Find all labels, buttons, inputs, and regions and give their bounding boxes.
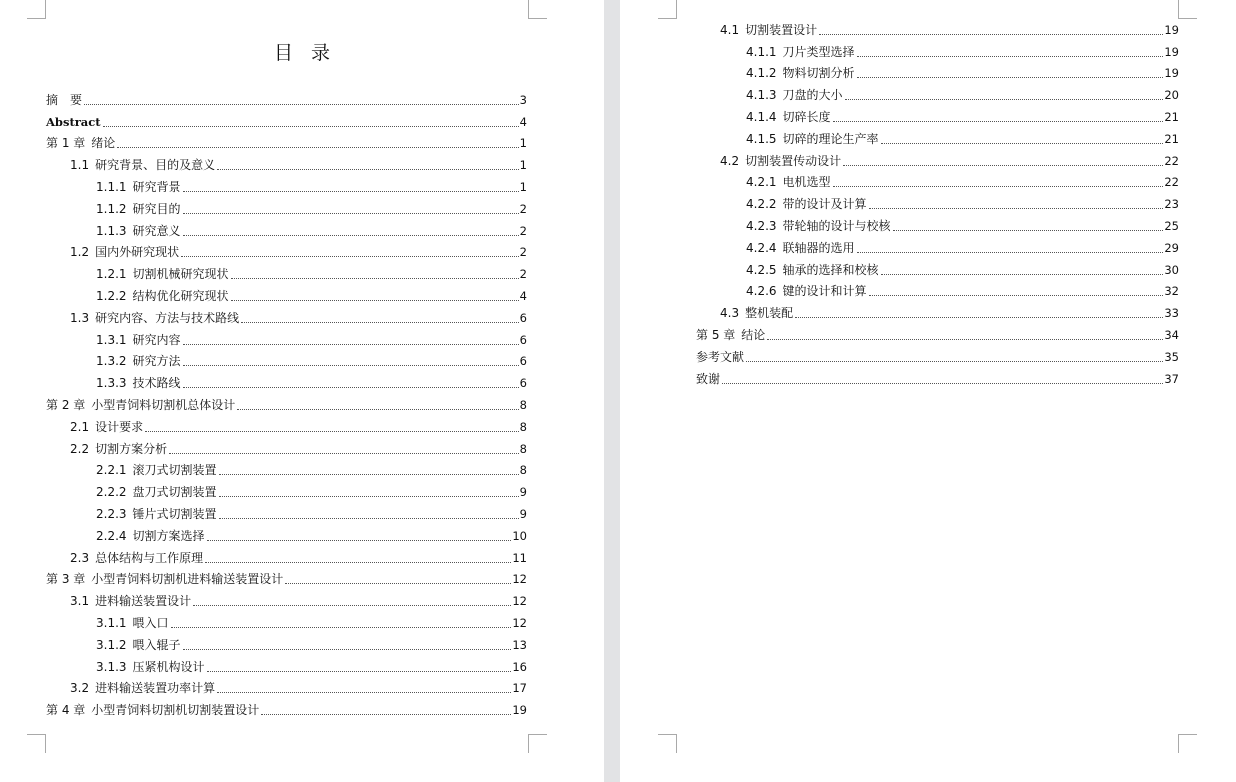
toc-leader-dots xyxy=(231,277,519,279)
toc-leader-dots xyxy=(261,713,511,715)
toc-entry-page-number: 3 xyxy=(519,92,527,107)
toc-leader-dots xyxy=(241,321,519,323)
toc-leader-dots xyxy=(207,670,512,672)
toc-entry-title xyxy=(96,180,181,195)
toc-entry-number: 第 5 章 xyxy=(696,327,736,342)
toc-entry-title xyxy=(746,88,843,103)
toc-leader-dots xyxy=(169,452,519,454)
toc-entry[interactable] xyxy=(46,566,527,588)
toc-entry-title xyxy=(70,158,215,173)
toc-entry-page-number: 10 xyxy=(512,528,527,543)
toc-leader-dots xyxy=(219,495,519,497)
toc-entry-number: 4.1.4 xyxy=(746,109,777,124)
toc-entry-label: 技术路线 xyxy=(132,376,181,391)
toc-entry-label: 联轴器的选用 xyxy=(782,240,855,255)
toc-entry-number: 摘 要 xyxy=(46,92,83,107)
toc-entry-page-number: 9 xyxy=(519,506,527,521)
toc-entry[interactable] xyxy=(46,304,527,326)
toc-entry-label: 进料输送装置功率计算 xyxy=(95,681,216,696)
toc-entry-title xyxy=(696,372,720,387)
toc-leader-dots xyxy=(217,691,511,693)
toc-entry-label: 设计要求 xyxy=(95,419,144,434)
toc-entry-number: 4.1.2 xyxy=(746,66,777,81)
crop-mark xyxy=(658,0,677,19)
toc-entry[interactable] xyxy=(696,343,1179,365)
toc-entry-page-number: 11 xyxy=(512,550,527,565)
toc-entry-label: 研究背景 xyxy=(132,179,181,194)
crop-mark xyxy=(528,734,547,753)
toc-entry[interactable] xyxy=(46,151,527,173)
toc-entry-page-number: 12 xyxy=(512,594,527,609)
toc-entry-number: 4.2.5 xyxy=(746,262,777,277)
toc-entry-number: 2.2 xyxy=(70,441,90,456)
toc-entry-page-number: 33 xyxy=(1164,306,1179,321)
toc-entry-page-number: 8 xyxy=(519,463,527,478)
toc-leader-dots xyxy=(103,125,519,127)
toc-entry-label: 研究意义 xyxy=(132,223,181,238)
toc-entry[interactable] xyxy=(46,435,527,457)
toc-leader-dots xyxy=(893,229,1164,231)
toc-entry-title xyxy=(746,66,855,81)
toc-entry-title xyxy=(70,311,239,326)
toc-leader-dots xyxy=(237,408,518,410)
toc-entry-page-number: 8 xyxy=(519,397,527,412)
toc-entry-page-number: 6 xyxy=(519,376,527,391)
toc-entry-title xyxy=(696,350,744,365)
toc-entry-page-number: 30 xyxy=(1164,262,1179,277)
toc-entry-title xyxy=(96,485,217,500)
toc-entry-label: 喂入辊子 xyxy=(132,637,181,652)
toc-entry[interactable] xyxy=(696,125,1179,147)
toc-entry-number: 1.3 xyxy=(70,310,90,325)
toc-entry-label: 切割装置传动设计 xyxy=(745,153,842,168)
toc-entry[interactable] xyxy=(46,260,527,282)
toc-entry-page-number: 8 xyxy=(519,441,527,456)
toc-list-right xyxy=(696,16,1179,387)
toc-entry-title xyxy=(70,245,179,260)
toc-entry[interactable] xyxy=(696,38,1179,60)
toc-entry-page-number: 4 xyxy=(519,288,527,303)
toc-entry-number: 3.2 xyxy=(70,681,90,696)
toc-entry-number: 1.1.3 xyxy=(96,223,127,238)
toc-entry-page-number: 19 xyxy=(1164,66,1179,81)
toc-entry-number: 1.3.2 xyxy=(96,354,127,369)
toc-entry-title xyxy=(96,267,229,282)
toc-entry-number: 4.3 xyxy=(720,306,740,321)
toc-leader-dots xyxy=(181,255,519,257)
toc-entry[interactable] xyxy=(46,130,527,152)
toc-leader-dots xyxy=(183,190,519,192)
toc-entry-title xyxy=(96,616,169,631)
toc-entry-page-number: 2 xyxy=(519,201,527,216)
toc-entry-number: 第 2 章 xyxy=(46,397,86,412)
toc-entry[interactable] xyxy=(46,369,527,391)
toc-title-char: 录 xyxy=(311,42,331,64)
toc-leader-dots xyxy=(171,626,512,628)
toc-entry[interactable] xyxy=(696,81,1179,103)
toc-entry-label: 切割方案选择 xyxy=(132,528,205,543)
toc-entry-number: 2.2.1 xyxy=(96,463,127,478)
toc-entry[interactable] xyxy=(696,147,1179,169)
toc-entry-title xyxy=(746,110,831,125)
toc-entry[interactable] xyxy=(46,391,527,413)
toc-entry-number: 4.1.1 xyxy=(746,44,777,59)
toc-entry-label: 研究目的 xyxy=(132,201,181,216)
toc-leader-dots xyxy=(183,386,519,388)
toc-entry-page-number: 35 xyxy=(1164,349,1179,364)
crop-mark xyxy=(1178,734,1197,753)
toc-leader-dots xyxy=(193,604,511,606)
toc-entry-label: 结构优化研究现状 xyxy=(132,288,229,303)
toc-entry-number: 3.1.2 xyxy=(96,637,127,652)
toc-entry-label: 研究方法 xyxy=(132,354,181,369)
toc-entry-title xyxy=(720,154,841,169)
crop-mark xyxy=(1178,0,1197,19)
toc-entry[interactable] xyxy=(46,609,527,631)
toc-entry-label: 切碎长度 xyxy=(782,109,831,124)
toc-entry-title xyxy=(46,703,259,718)
toc-entry[interactable] xyxy=(46,86,527,108)
toc-entry-label: 小型青饲料切割机切割装置设计 xyxy=(91,703,260,718)
toc-entry[interactable] xyxy=(46,587,527,609)
toc-entry-number: 2.1 xyxy=(70,419,90,434)
toc-entry[interactable] xyxy=(696,60,1179,82)
toc-entry-label: 切割机械研究现状 xyxy=(132,267,229,282)
toc-entry-number: 参考文献 xyxy=(696,349,745,364)
toc-entry-number: 4.2 xyxy=(720,153,740,168)
toc-entry-page-number: 21 xyxy=(1164,131,1179,146)
toc-entry[interactable] xyxy=(46,675,527,697)
toc-entry-title xyxy=(746,219,891,234)
toc-entry-label: 电机选型 xyxy=(782,175,831,190)
toc-entry-title xyxy=(70,551,203,566)
toc-entry-label: 研究背景、目的及意义 xyxy=(95,158,216,173)
toc-entry-label: 绪论 xyxy=(91,136,116,151)
toc-entry-page-number: 16 xyxy=(512,659,527,674)
toc-entry-number: 第 4 章 xyxy=(46,703,86,718)
toc-entry-page-number: 12 xyxy=(512,572,527,587)
toc-entry-label: 进料输送装置设计 xyxy=(95,594,192,609)
toc-entry-label: 小型青饲料切割机总体设计 xyxy=(91,397,236,412)
toc-entry[interactable] xyxy=(696,103,1179,125)
toc-entry-label: 研究内容、方法与技术路线 xyxy=(95,310,240,325)
toc-entry-number: 2.2.3 xyxy=(96,506,127,521)
toc-leader-dots xyxy=(845,98,1164,100)
toc-leader-dots xyxy=(183,234,519,236)
toc-entry-title xyxy=(96,376,181,391)
toc-leader-dots xyxy=(183,364,519,366)
toc-list-left xyxy=(46,86,527,718)
toc-entry[interactable] xyxy=(46,457,527,479)
toc-entry[interactable] xyxy=(46,544,527,566)
toc-leader-dots xyxy=(857,55,1164,57)
toc-entry[interactable] xyxy=(696,169,1179,191)
toc-entry-number: 4.2.4 xyxy=(746,240,777,255)
toc-leader-dots xyxy=(84,103,519,105)
toc-entry-title xyxy=(746,45,855,60)
toc-entry[interactable] xyxy=(696,212,1179,234)
toc-entry-page-number: 12 xyxy=(512,615,527,630)
document-page-left xyxy=(0,0,604,782)
toc-entry-label: 整机装配 xyxy=(745,306,794,321)
toc-entry[interactable] xyxy=(46,653,527,675)
toc-entry-number: 1.1.1 xyxy=(96,179,127,194)
toc-entry-title xyxy=(746,284,867,299)
toc-entry[interactable] xyxy=(46,478,527,500)
toc-entry-page-number: 19 xyxy=(512,703,527,718)
toc-entry-title xyxy=(70,594,191,609)
toc-entry-label: 结论 xyxy=(741,327,766,342)
page-gap xyxy=(604,0,620,782)
toc-entry-number: 3.1 xyxy=(70,594,90,609)
toc-entry-label: 研究内容 xyxy=(132,332,181,347)
toc-entry-number: 1.2 xyxy=(70,245,90,260)
toc-entry-title xyxy=(46,136,115,151)
toc-entry-page-number: 2 xyxy=(519,267,527,282)
toc-entry-number: 第 3 章 xyxy=(46,572,86,587)
toc-entry-page-number: 9 xyxy=(519,485,527,500)
toc-entry-number: 2.2.2 xyxy=(96,485,127,500)
toc-entry-label: 滚刀式切割装置 xyxy=(132,463,217,478)
toc-leader-dots xyxy=(869,207,1164,209)
toc-entry-number: 4.1 xyxy=(720,22,740,37)
toc-entry-page-number: 2 xyxy=(519,245,527,260)
toc-entry-page-number: 1 xyxy=(519,136,527,151)
toc-entry[interactable] xyxy=(46,108,527,130)
toc-entry-title xyxy=(96,463,217,478)
toc-entry-title xyxy=(46,93,82,108)
toc-entry-label: 带轮轴的设计与校核 xyxy=(782,218,891,233)
toc-leader-dots xyxy=(795,316,1163,318)
toc-entry-number: 4.2.2 xyxy=(746,197,777,212)
toc-leader-dots xyxy=(183,648,512,650)
toc-entry-page-number: 22 xyxy=(1164,175,1179,190)
toc-entry[interactable] xyxy=(46,500,527,522)
toc-entry-title xyxy=(746,263,879,278)
toc-entry-label: 切碎的理论生产率 xyxy=(782,131,879,146)
document-page-right xyxy=(620,0,1236,782)
toc-leader-dots xyxy=(869,294,1164,296)
toc-entry[interactable] xyxy=(46,217,527,239)
toc-entry-label: 锤片式切割装置 xyxy=(132,506,217,521)
toc-entry-number: 4.2.1 xyxy=(746,175,777,190)
toc-entry-number: 2.3 xyxy=(70,550,90,565)
toc-entry-label: 切割装置设计 xyxy=(745,22,818,37)
toc-entry-page-number: 19 xyxy=(1164,44,1179,59)
toc-entry-label: 喂入口 xyxy=(132,615,169,630)
toc-leader-dots xyxy=(219,473,519,475)
crop-mark xyxy=(27,734,46,753)
toc-entry[interactable] xyxy=(46,173,527,195)
toc-entry[interactable] xyxy=(696,299,1179,321)
toc-entry[interactable] xyxy=(696,234,1179,256)
toc-entry-label: 总体结构与工作原理 xyxy=(95,550,204,565)
toc-entry[interactable] xyxy=(46,282,527,304)
toc-entry-page-number: 32 xyxy=(1164,284,1179,299)
toc-entry-number: 1.2.2 xyxy=(96,288,127,303)
toc-leader-dots xyxy=(881,142,1164,144)
toc-entry-label: 小型青饲料切割机进料输送装置设计 xyxy=(91,572,284,587)
toc-entry-number: Abstract xyxy=(46,114,101,129)
toc-entry-page-number: 20 xyxy=(1164,88,1179,103)
toc-leader-dots xyxy=(231,299,519,301)
toc-entry-title xyxy=(96,224,181,239)
toc-entry-number: 2.2.4 xyxy=(96,528,127,543)
toc-entry[interactable] xyxy=(696,321,1179,343)
toc-leader-dots xyxy=(145,430,519,432)
toc-entry[interactable] xyxy=(46,696,527,718)
toc-leader-dots xyxy=(767,338,1163,340)
toc-entry-page-number: 2 xyxy=(519,223,527,238)
toc-entry[interactable] xyxy=(46,195,527,217)
toc-entry-label: 键的设计和计算 xyxy=(782,284,867,299)
toc-leader-dots xyxy=(881,273,1164,275)
toc-leader-dots xyxy=(183,212,519,214)
crop-mark xyxy=(658,734,677,753)
toc-leader-dots xyxy=(833,120,1164,122)
toc-leader-dots xyxy=(183,343,519,345)
toc-entry-title xyxy=(46,115,101,130)
toc-entry-page-number: 34 xyxy=(1164,327,1179,342)
toc-entry[interactable] xyxy=(696,16,1179,38)
toc-entry-title xyxy=(96,333,181,348)
toc-entry-title xyxy=(720,23,817,38)
toc-leader-dots xyxy=(219,517,519,519)
toc-entry[interactable] xyxy=(696,365,1179,387)
toc-entry[interactable] xyxy=(46,631,527,653)
toc-entry-title xyxy=(96,529,205,544)
toc-entry-number: 1.1 xyxy=(70,158,90,173)
toc-entry-label: 轴承的选择和校核 xyxy=(782,262,879,277)
toc-entry-number: 4.1.3 xyxy=(746,88,777,103)
toc-entry-title xyxy=(746,241,855,256)
toc-entry-page-number: 29 xyxy=(1164,240,1179,255)
toc-entry-label: 压紧机构设计 xyxy=(132,659,205,674)
toc-entry-page-number: 17 xyxy=(512,681,527,696)
toc-entry-title xyxy=(70,442,167,457)
toc-leader-dots xyxy=(819,33,1163,35)
toc-entry-page-number: 22 xyxy=(1164,153,1179,168)
toc-entry-label: 物料切割分析 xyxy=(782,66,855,81)
toc-entry-number: 4.2.3 xyxy=(746,218,777,233)
toc-entry-page-number: 6 xyxy=(519,354,527,369)
toc-leader-dots xyxy=(857,76,1164,78)
toc-entry-title xyxy=(746,132,879,147)
toc-entry-title xyxy=(70,681,215,696)
toc-leader-dots xyxy=(117,146,518,148)
toc-entry-title xyxy=(96,660,205,675)
toc-leader-dots xyxy=(217,168,519,170)
toc-entry-number: 1.3.3 xyxy=(96,376,127,391)
toc-leader-dots xyxy=(207,539,512,541)
toc-entry-page-number: 21 xyxy=(1164,109,1179,124)
toc-entry-page-number: 19 xyxy=(1164,22,1179,37)
toc-entry-page-number: 25 xyxy=(1164,218,1179,233)
toc-entry-title xyxy=(96,289,229,304)
toc-entry-title xyxy=(96,507,217,522)
toc-entry-number: 1.1.2 xyxy=(96,201,127,216)
toc-entry-number: 第 1 章 xyxy=(46,136,86,151)
toc-entry-title xyxy=(746,175,831,190)
toc-title-char: 目 xyxy=(273,42,293,64)
crop-mark xyxy=(27,0,46,19)
toc-entry-page-number: 13 xyxy=(512,637,527,652)
toc-entry-title xyxy=(70,420,143,435)
toc-title xyxy=(0,38,604,65)
toc-entry-title xyxy=(720,306,793,321)
toc-entry-number: 致谢 xyxy=(696,371,721,386)
crop-mark xyxy=(528,0,547,19)
toc-entry-title xyxy=(46,398,235,413)
toc-leader-dots xyxy=(833,185,1164,187)
toc-entry-number: 3.1.3 xyxy=(96,659,127,674)
toc-entry-page-number: 8 xyxy=(519,419,527,434)
toc-entry-title xyxy=(746,197,867,212)
toc-entry-number: 1.2.1 xyxy=(96,267,127,282)
toc-entry[interactable] xyxy=(46,348,527,370)
toc-entry[interactable] xyxy=(696,256,1179,278)
toc-entry-page-number: 37 xyxy=(1164,371,1179,386)
toc-entry-label: 盘刀式切割装置 xyxy=(132,485,217,500)
toc-entry-label: 国内外研究现状 xyxy=(95,245,180,260)
toc-entry-label: 带的设计及计算 xyxy=(782,197,867,212)
toc-entry-page-number: 23 xyxy=(1164,197,1179,212)
toc-entry-page-number: 6 xyxy=(519,332,527,347)
toc-entry-number: 3.1.1 xyxy=(96,615,127,630)
toc-entry-page-number: 1 xyxy=(519,179,527,194)
toc-entry-title xyxy=(96,638,181,653)
toc-entry[interactable] xyxy=(46,239,527,261)
toc-entry-page-number: 6 xyxy=(519,310,527,325)
toc-entry-title xyxy=(96,202,181,217)
toc-leader-dots xyxy=(843,164,1163,166)
toc-entry[interactable] xyxy=(46,522,527,544)
toc-entry-title xyxy=(46,572,283,587)
toc-entry[interactable] xyxy=(696,190,1179,212)
toc-entry[interactable] xyxy=(46,326,527,348)
toc-entry[interactable] xyxy=(46,413,527,435)
toc-leader-dots xyxy=(205,561,511,563)
toc-entry-title xyxy=(696,328,765,343)
toc-leader-dots xyxy=(285,582,511,584)
toc-entry-title xyxy=(96,354,181,369)
toc-entry-number: 4.2.6 xyxy=(746,284,777,299)
toc-entry-number: 4.1.5 xyxy=(746,131,777,146)
toc-entry-label: 刀片类型选择 xyxy=(782,44,855,59)
toc-entry-page-number: 1 xyxy=(519,158,527,173)
toc-leader-dots xyxy=(722,382,1163,384)
toc-entry-number: 1.3.1 xyxy=(96,332,127,347)
toc-leader-dots xyxy=(746,360,1163,362)
toc-entry[interactable] xyxy=(696,278,1179,300)
toc-entry-label: 切割方案分析 xyxy=(95,441,168,456)
toc-entry-page-number: 4 xyxy=(519,114,527,129)
toc-entry-label: 刀盘的大小 xyxy=(782,88,843,103)
toc-leader-dots xyxy=(857,251,1164,253)
